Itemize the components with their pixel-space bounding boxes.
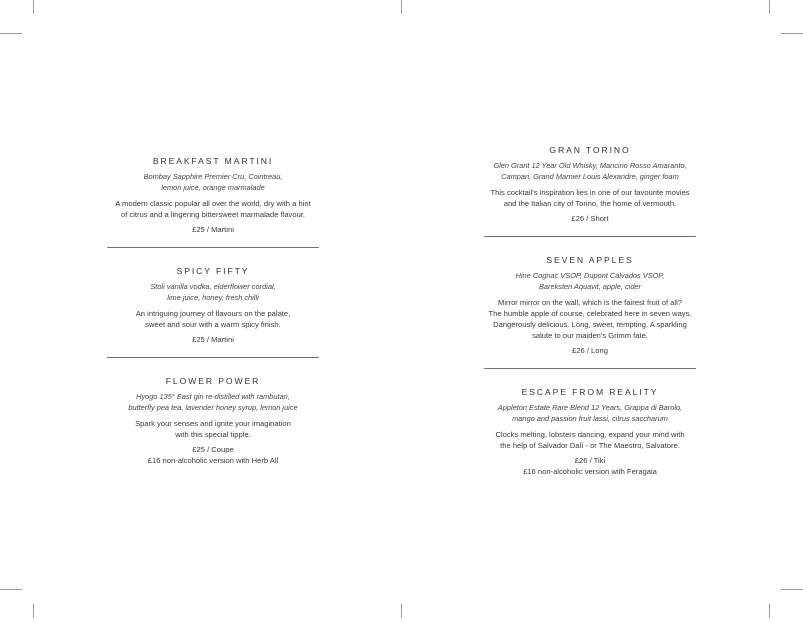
menu-item-seven-apples [465,255,715,356]
drink-name: BREAKFAST MARTINI [152,156,274,166]
drink-description: An intriguing journey of flavours on the palate, sweet and sour with a warm spicy finish. [135,309,291,329]
drink-ingredients: Bombay Sapphire Premier Cru, Cointreau, lemon juice, orange marmalade [143,172,283,192]
drink-price: £25 / Martini [192,225,234,234]
crop-mark [769,604,770,618]
menu-item-escape-from-reality [465,387,715,477]
menu-item-flower-power [88,376,338,466]
drink-alt-price: £16 non-alcoholic version with Herb All [147,456,279,465]
drink-name: FLOWER POWER [165,376,261,386]
drink-ingredients: Glen Grant 12 Year Old Whisky, Mancino Rosso Amaranto, Campari, Grand Marnier Louis Alexandre, ginger foam [493,161,687,181]
crop-mark [401,604,402,618]
drink-price: £26 / Tiki [574,456,606,465]
drink-price: £25 / Coupe [192,445,234,454]
left-menu-column [88,156,338,466]
drink-name: SPICY FIFTY [176,266,250,276]
crop-mark [0,589,22,590]
right-menu-column [465,145,715,477]
drink-name: GRAN TORINO [549,145,631,155]
drink-ingredients: Hyogo 135° East gin re-distilled with rambutan, butterfly pea tea, lavender honey syrup, lemon juice [128,392,298,412]
crop-mark [33,604,34,618]
divider [107,247,319,248]
drink-description: This cocktail's inspiration lies in one of our favourite movies and the Italian city of Torino, the home of vermouth. [490,188,690,208]
crop-mark [401,0,402,14]
menu-item-spicy-fifty [88,266,338,345]
divider [484,368,696,369]
drink-ingredients: Stoli vanilla vodka, elderflower cordial, lime juice, honey, fresh chilli [150,282,276,302]
crop-mark [781,33,803,34]
drink-name: SEVEN APPLES [546,255,634,265]
drink-price: £25 / Martini [192,335,234,344]
drink-alt-price: £16 non-alcoholic version with Feragaia [523,467,657,476]
crop-mark [33,0,34,14]
drink-ingredients: Hine Cognac VSOP, Dupont Calvados VSOP, Bareksten Aquavit, apple, cider [515,271,665,291]
drink-ingredients: Appleton Estate Rare Blend 12 Years, Grappa di Barolo, mango and passion fruit lassi, citrus saccharum [497,403,683,423]
drink-name: ESCAPE FROM REALITY [521,387,659,397]
divider [484,236,696,237]
crop-mark [0,33,22,34]
drink-description: Clocks melting, lobsters dancing, expand your mind with the help of Salvador Dalí - or The Maestro, Salvatore. [495,430,685,450]
menu-item-gran-torino [465,145,715,224]
drink-description: Spark your senses and ignite your imagination with this special tipple. [135,419,291,439]
crop-mark [769,0,770,14]
divider [107,357,319,358]
crop-mark [781,589,803,590]
drink-price: £26 / Short [571,214,609,223]
drink-description: Mirror mirror on the wall, which is the fairest fruit of all? The humble apple of course, celebrated here in seven ways. Dangerously delicious. Long, sweet, tempting. A sparkling salute to our maiden's Grimm fate. [488,298,692,340]
menu-item-breakfast-martini [88,156,338,235]
drink-description: A modern classic popular all over the world, dry with a hint of citrus and a lingering bittersweet marmalade flavour. [115,199,311,219]
drink-price: £26 / Long [572,346,608,355]
